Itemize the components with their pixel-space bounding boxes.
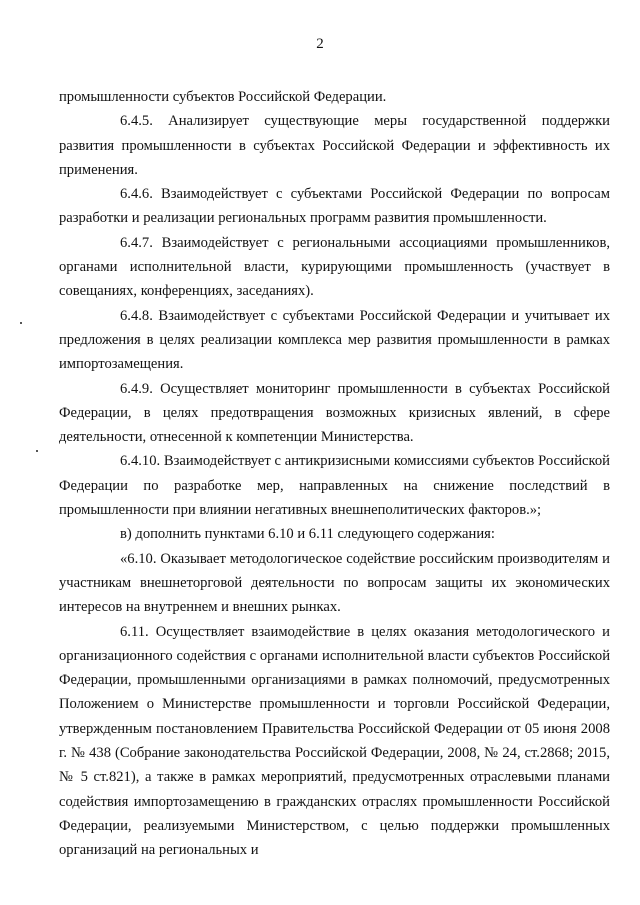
- paragraph-6-4-8: 6.4.8. Взаимодействует с субъектами Российской Федерации и учитывает их предложения в целях реализации комплекса мер развития промышленности в рамках импортозамещения.: [59, 307, 610, 373]
- paragraph-6-4-10: 6.4.10. Взаимодействует с антикризисными комиссиями субъектов Российской Федерации по разработке мер, направленных на снижение последствий в промышленности при влиянии негативных внешнеполитических факторов.»;: [59, 453, 610, 519]
- paragraph-6-4-5: 6.4.5. Анализирует существующие меры государственной поддержки развития промышленности в субъектах Российской Федерации и эффективность их применения.: [59, 113, 610, 178]
- scan-speck: [20, 322, 22, 324]
- paragraph-6-11: 6.11. Осуществляет взаимодействие в целях оказания методологического и организационного содействия с органами исполнительной власти субъектов Российской Федерации, промышленными организациями в рамках полномочий, предусмотренных Положением о Министерстве промышленности и торговли Российской Федерации, утвержденным постановлением Правительства Российской Федерации от 05 июня 2008 г. № 438 (Собрание законодательства Российской Федерации, 2008, № 24, ст.2868; 2015, № 5 ст.821), а также в рамках мероприятий, предусмотренных отраслевыми планами содействия импортозамещению в гражданских отраслях промышленности Российской Федерации, реализуемыми Министерством, с целью поддержки промышленных организаций на региональных и: [59, 623, 610, 859]
- paragraph-amendment-v: в) дополнить пунктами 6.10 и 6.11 следующего содержания:: [120, 526, 495, 543]
- page-number: 2: [316, 36, 324, 52]
- paragraph-continuation: промышленности субъектов Российской Федерации.: [59, 89, 387, 105]
- paragraph-6-10: «6.10. Оказывает методологическое содействие российским производителям и участникам внешнеторговой деятельности по вопросам защиты их экономических интересов на внутреннем и внешних рынках.: [59, 550, 610, 616]
- paragraph-6-4-9: 6.4.9. Осуществляет мониторинг промышленности в субъектах Российской Федерации, в целях предотвращения возможных кризисных явлений, в сфере деятельности, отнесенной к компетенции Министерства.: [59, 380, 610, 446]
- document-body: [59, 85, 610, 863]
- paragraph-6-4-7: 6.4.7. Взаимодействует с региональными ассоциациями промышленников, органами исполнительной власти, курирующими промышленность (участвует в совещаниях, конференциях, заседаниях).: [59, 234, 610, 300]
- scan-speck: [36, 450, 38, 452]
- paragraph-6-4-6: 6.4.6. Взаимодействует с субъектами Российской Федерации по вопросам разработки и реализации региональных программ развития промышленности.: [59, 186, 610, 227]
